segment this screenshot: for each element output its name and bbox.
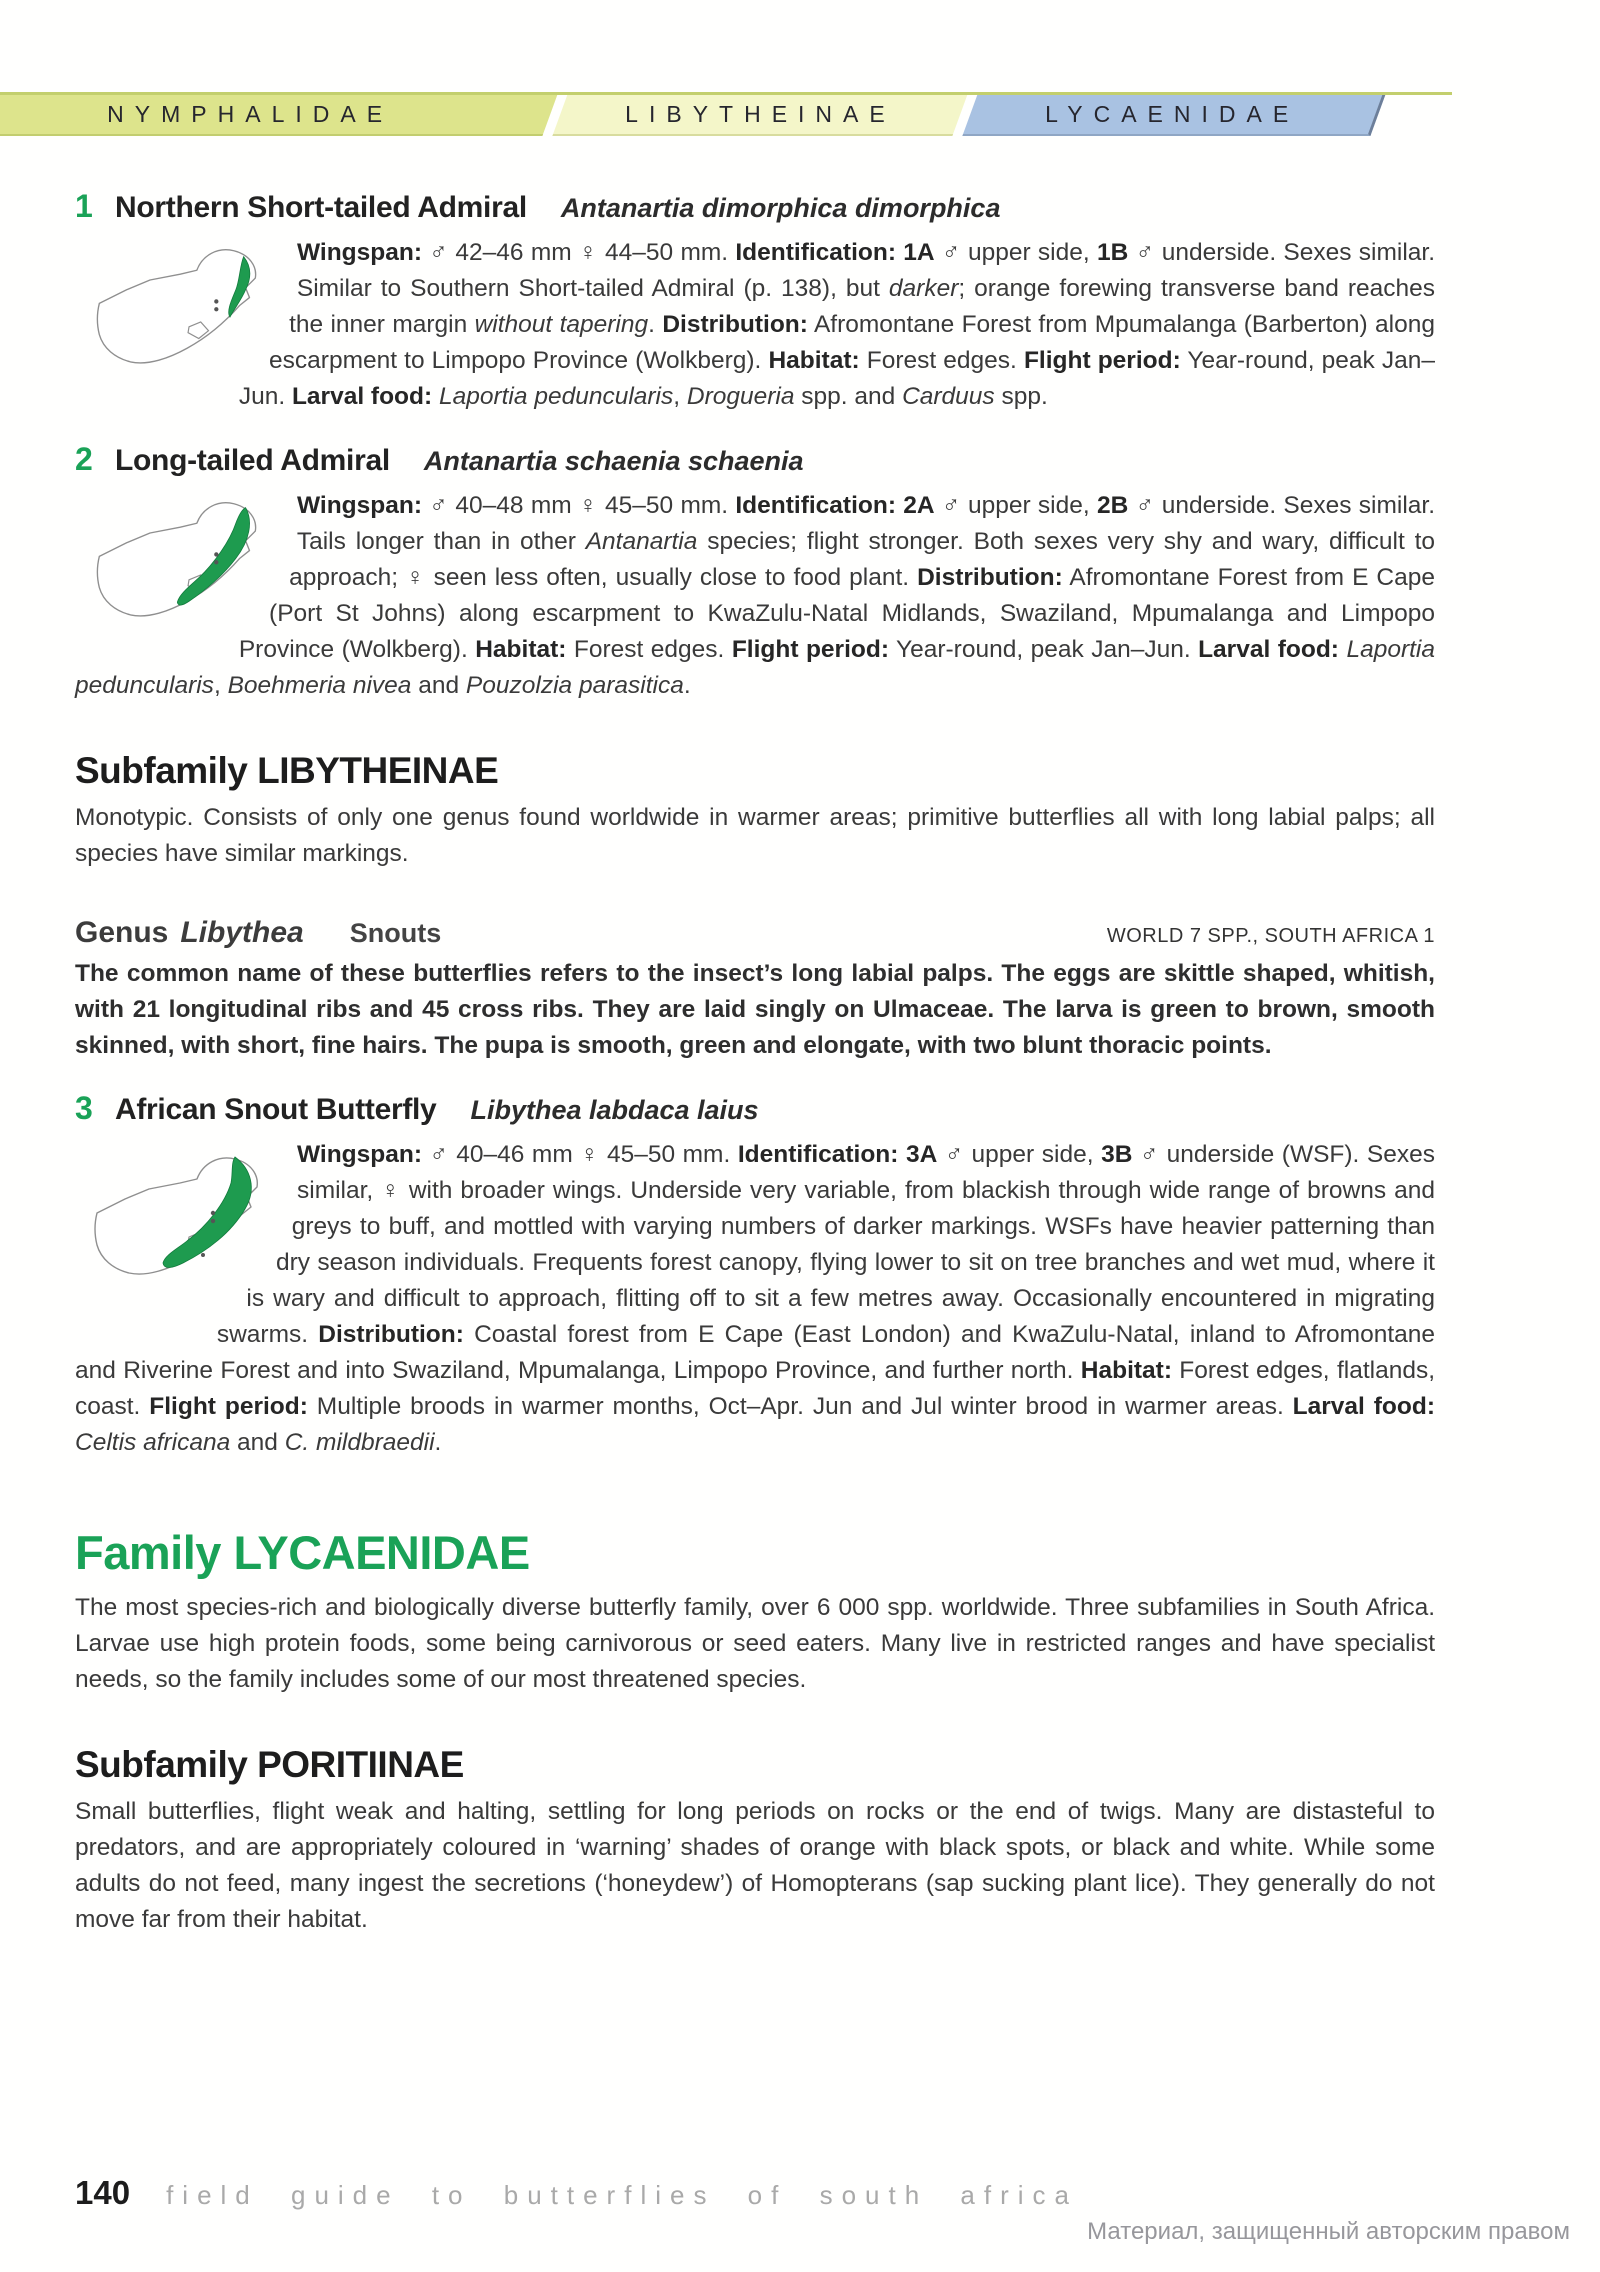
tab-bar-top-rule	[0, 92, 1452, 95]
tab-libytheinae-label: LIBYTHEINAE	[625, 100, 896, 127]
genus-common-name: Snouts	[349, 918, 442, 948]
entry-common-name: Northern Short-tailed Admiral	[115, 191, 527, 224]
entry-3-description	[75, 1137, 1435, 1461]
tab-nymphalidae	[0, 94, 558, 136]
entry-scientific-name: Libythea labdaca laius	[470, 1095, 759, 1125]
genus-label: Genus	[75, 916, 169, 949]
subfamily-libytheinae-heading: Subfamily LIBYTHEINAE	[75, 750, 499, 791]
family-lycaenidae-text: The most species-rich and biologically diverse butterfly family, over 6 000 spp. worldwide. Three subfamilies in South Africa. Larvae use high protein foods, some being carnivorous or seed eaters. Many live in restricted ranges and have specialist needs, so the family includes some of our most threatened species.	[75, 1594, 1435, 1693]
distribution-map-2	[75, 488, 297, 652]
subfamily-poritiinae-heading: Subfamily PORITIINAE	[75, 1744, 464, 1785]
entry-2-text: Wingspan: ♂ 40–48 mm ♀ 45–50 mm. Identification: 2A ♂ upper side, 2B ♂ underside. Sexes similar. Tails longer than in other Antanartia species; flight stronger. Both sexes very shy and wary, difficult to approach; ♀ seen less often, usually close to food plant. Distribution: Afromontane Forest from E Cape (Port St Johns) along escarpment to KwaZulu-Natal Midlands, Swaziland, Mpumalanga and Limpopo Province (Wolkberg). Habitat: Forest edges. Flight period: Year-round, peak Jan–Jun. Larval food: Laportia peduncularis, Boehmeria nivea and Pouzolzia parasitica.	[75, 492, 1436, 699]
copyright-watermark: Материал, защищенный авторским правом	[1087, 2218, 1570, 2245]
subfamily-poritiinae-text: Small butterflies, flight weak and halting, settling for long periods on rocks or the end of twigs. Many are distasteful to predators, and are appropriately coloured in ‘warning’ shades of orange with black spots, or black and white. While some adults do not feed, many ingest the secretions (‘honeydew’) of Homopterans (sap sucking plant lice). They generally do not move far from their habitat.	[75, 1798, 1435, 1933]
footer-row	[75, 2174, 1570, 2212]
distribution-map-1	[75, 235, 297, 399]
south-africa-map	[85, 241, 295, 397]
family-lycaenidae-heading: Family LYCAENIDAE	[75, 1526, 530, 1579]
subfamily-libytheinae-text: Monotypic. Consists of only one genus found worldwide in warmer areas; primitive butterflies all with long labial palps; all species have similar markings.	[75, 804, 1435, 867]
entry-3-heading	[75, 1090, 1435, 1127]
species-entry-3	[75, 1090, 1435, 1461]
entry-common-name: African Snout Butterfly	[115, 1093, 437, 1126]
south-africa-map	[85, 494, 295, 650]
page-footer	[0, 2174, 1600, 2272]
tab-lycaenidae	[962, 94, 1385, 136]
page-content	[0, 136, 1600, 1938]
entry-2-heading	[75, 441, 1435, 478]
tab-nymphalidae-label: NYMPHALIDAE	[107, 100, 394, 127]
taxon-tab-bar	[0, 92, 1600, 136]
entry-1-text: Wingspan: ♂ 42–46 mm ♀ 44–50 mm. Identification: 1A ♂ upper side, 1B ♂ underside. Sexes similar. Similar to Southern Short-tailed Admiral (p. 138), but darker; orange forewing transverse band reaches the inner margin without tapering. Distribution: Afromontane Forest from Mpumalanga (Barberton) along escarpment to Limpopo Province (Wolkberg). Habitat: Forest edges. Flight period: Year-round, peak Jan–Jun. Larval food: Laportia peduncularis, Drogueria spp. and Carduus spp.	[238, 239, 1436, 410]
entry-scientific-name: Antanartia schaenia schaenia	[423, 446, 804, 476]
entry-scientific-name: Antanartia dimorphica dimorphica	[560, 193, 1001, 223]
book-title: field guide to butterflies of south africa	[166, 2180, 1078, 2210]
entry-2-description	[75, 488, 1435, 704]
species-entry-2	[75, 441, 1435, 704]
entry-number: 1	[75, 188, 93, 224]
tab-lycaenidae-label: LYCAENIDAE	[1045, 100, 1300, 127]
genus-species-counts: WORLD 7 SPP., SOUTH AFRICA 1	[1106, 925, 1435, 947]
entry-number: 3	[75, 1090, 93, 1126]
entry-3-text: Wingspan: ♂ 40–46 mm ♀ 45–50 mm. Identification: 3A ♂ upper side, 3B ♂ underside (WSF). Sexes similar, ♀ with broader wings. Underside very variable, from blackish through wide range of browns and greys to buff, and mottled with varying numbers of darker markings. WSFs have heavier patterning than dry season individuals. Frequents forest canopy, flying lower to sit on tree branches and wet mud, where it is wary and difficult to approach, flitting off to sit a few metres away. Occasionally encountered in migrating swarms. Distribution: Coastal forest from E Cape (East London) and KwaZulu-Natal, inland to Afromontane and Riverine Forest and into Swaziland, Mpumalanga, Limpopo Province, and further north. Habitat: Forest edges, flatlands, coast. Flight period: Multiple broods in warmer months, Oct–Apr. Jun and Jul winter brood in warmer areas. Larval food: Celtis africana and C. mildbraedii.	[75, 1141, 1436, 1456]
species-entry-1	[75, 188, 1435, 415]
entry-number: 2	[75, 441, 93, 477]
genus-heading-row	[75, 916, 1435, 950]
genus-name: Libythea	[180, 916, 304, 949]
tab-libytheinae	[552, 94, 967, 136]
page-number: 140	[75, 2174, 131, 2211]
entry-1-description	[75, 235, 1435, 415]
genus-description: The common name of these butterflies refers to the insect’s long labial palps. The eggs are skittle shaped, whitish, with 21 longitudinal ribs and 45 cross ribs. They are laid singly on Ulmaceae. The larva is green to brown, smooth skinned, with short, fine hairs. The pupa is smooth, green and elongate, with two blunt thoracic points.	[75, 960, 1435, 1059]
entry-common-name: Long-tailed Admiral	[115, 444, 390, 477]
entry-1-heading	[75, 188, 1435, 225]
